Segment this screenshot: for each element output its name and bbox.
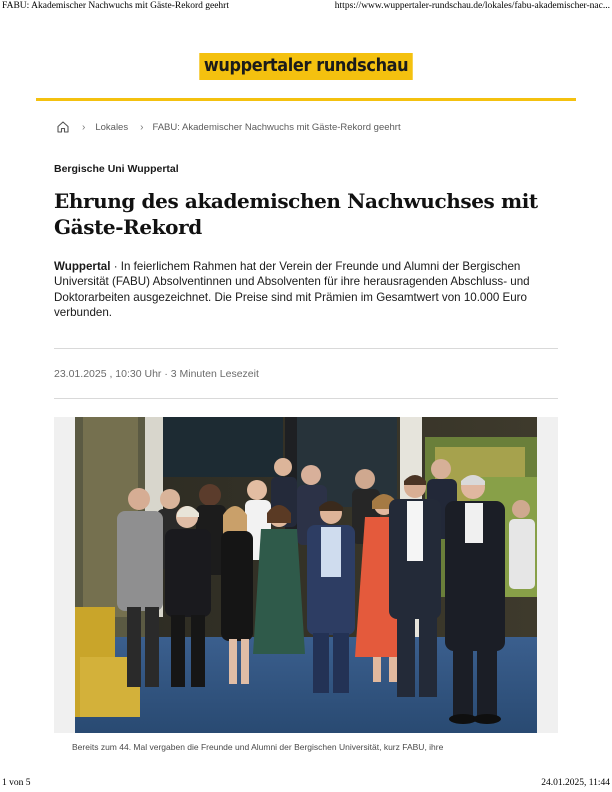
print-url: https://www.wuppertaler-rundschau.de/lokales/fabu-akademischer-nac... [334,1,610,11]
article-lead [54,259,560,320]
breadcrumb-item-lokales[interactable]: Lokales [95,121,129,133]
chevron-right-icon: › [82,121,86,133]
breadcrumb-item-current: FABU: Akademischer Nachwuchs mit Gäste-Rekord geehrt [152,121,401,133]
article-meta: 23.01.2025 , 10:30 Uhr · 3 Minuten Lesezeit [54,368,259,380]
breadcrumb [56,118,401,136]
site-header [0,53,612,80]
photo-caption: Bereits zum 44. Mal vergaben die Freunde und Alumni der Bergischen Universität, kurz FABU, ihre [72,742,444,752]
chevron-right-icon: › [140,121,144,133]
print-datetime: 24.01.2025, 11:44 [541,778,610,788]
site-logo[interactable]: wuppertaler rundschau [199,53,413,80]
article-figure [54,417,558,733]
article-kicker: Bergische Uni Wuppertal [54,163,179,175]
header-divider [36,98,576,101]
article-photo[interactable] [75,417,537,733]
print-footer [2,778,610,790]
meta-divider-bottom [54,398,558,399]
lead-location: Wuppertal [54,260,111,273]
home-icon[interactable] [56,120,70,134]
print-header [2,1,610,13]
page-number: 1 von 5 [2,778,31,788]
lead-text: In feierlichem Rahmen hat der Verein der Freunde und Alumni der Bergischen Universität (FABU) Absolventinnen und Absolventen für ihre herausragenden Abschluss- und Doktorarbeiten ausgezeichnet. Die Preise sind mit Prämien im Gesamtwert von 10.000 Euro verbunden. [54,260,530,319]
meta-divider-top [54,348,558,349]
print-title: FABU: Akademischer Nachwuchs mit Gäste-Rekord geehrt [2,1,229,11]
lead-separator: · [110,260,121,273]
article-headline: Ehrung des akademischen Nachwuchses mit Gäste-Rekord [54,189,538,239]
